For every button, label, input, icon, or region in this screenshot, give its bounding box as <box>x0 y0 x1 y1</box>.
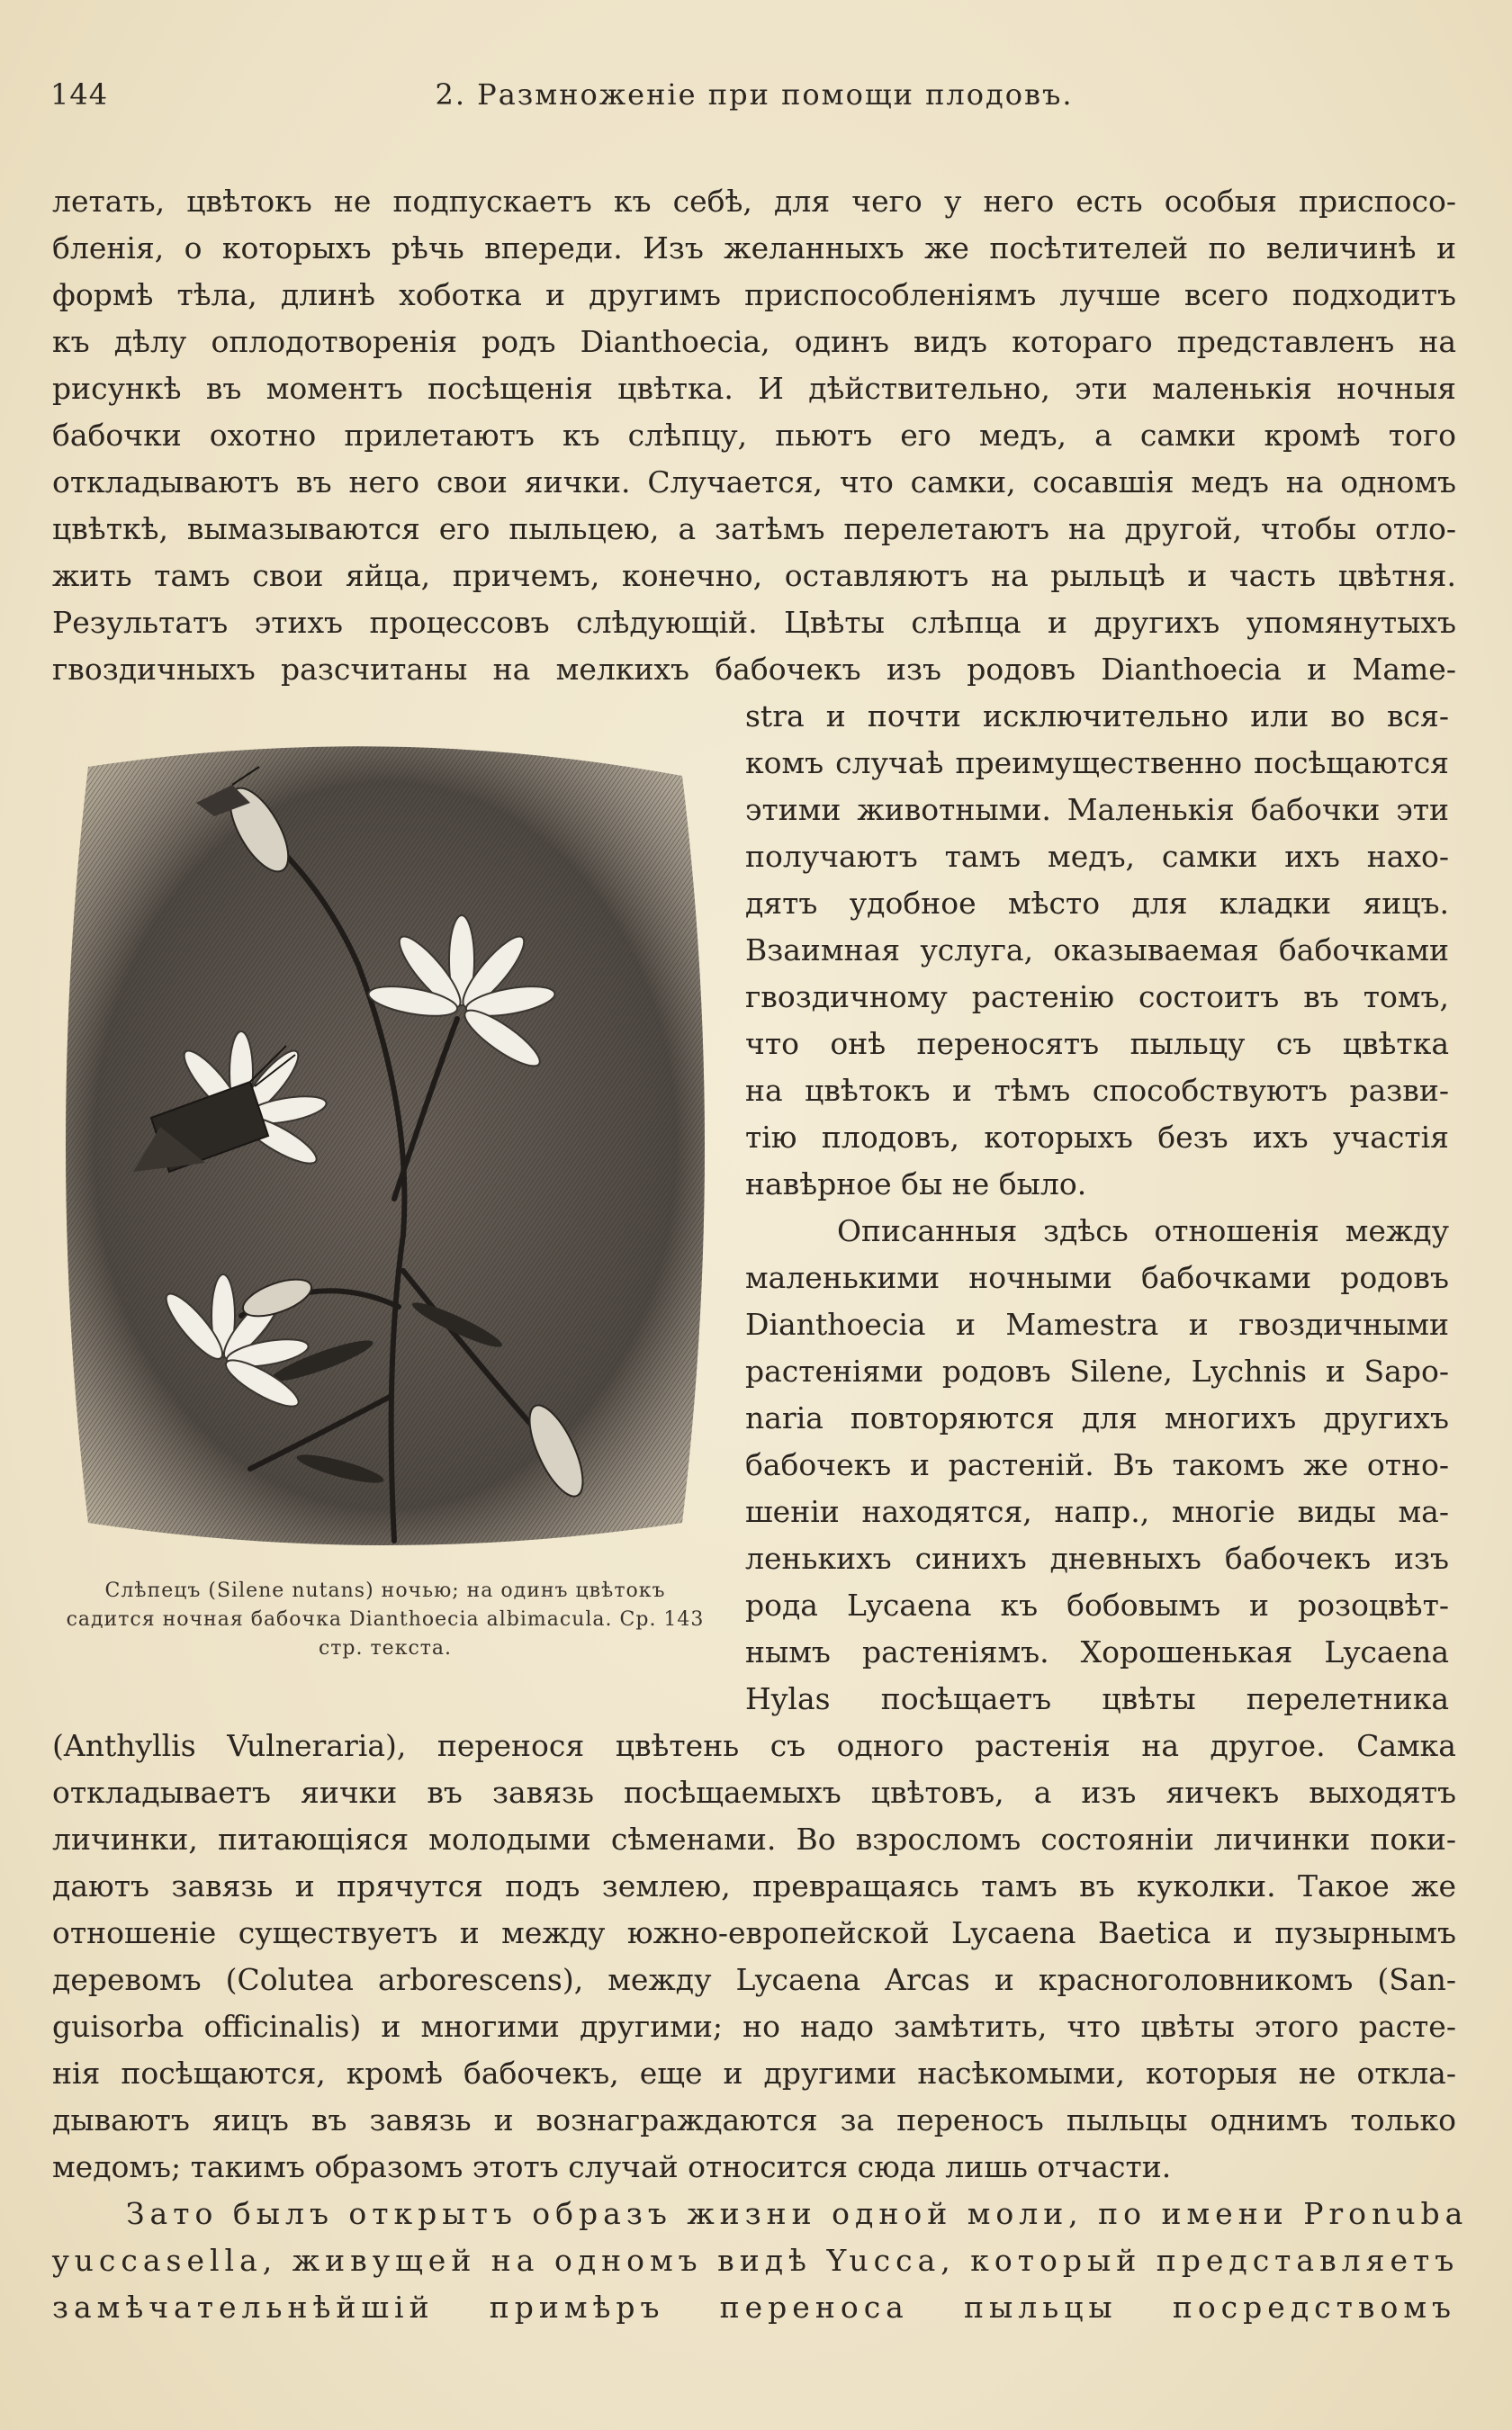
caption-line: садится ночная бабочка Dianthoecia albimacula. Ср. 143 <box>66 1608 705 1631</box>
text-line: гвоздичныхъ разсчитаны на мелкихъ бабочекъ изъ родовъ Dianthoecia и Mame- <box>52 652 1456 687</box>
text-line: stra и почти исключительно или во вся- <box>745 698 1449 734</box>
text-line: личинки, питающіяся молодыми сѣменами. Во взросломъ состояніи личинки поки- <box>52 1822 1456 1857</box>
text-line: тію плодовъ, которыхъ безъ ихъ участія <box>745 1120 1449 1155</box>
text-line: Описанныя здѣсь отношенія между <box>837 1213 1449 1248</box>
text-line: летать, цвѣтокъ не подпускаетъ къ себѣ, для чего у него есть особыя приспосо- <box>52 184 1456 219</box>
text-line: Взаимная услуга, оказываемая бабочками <box>745 932 1449 968</box>
text-line: что онѣ переносятъ пыльцу съ цвѣтка <box>745 1026 1449 1061</box>
text-line: деревомъ (Colutea arborescens), между Lycaena Arcas и красноголовникомъ (San- <box>52 1962 1456 1997</box>
text-line: къ дѣлу оплодотворенія родъ Dianthoecia, одинъ видъ котораго представленъ на <box>52 324 1456 359</box>
text-line: жить тамъ свои яйца, причемъ, конечно, оставляютъ на рыльцѣ и часть цвѣтня. <box>52 558 1456 593</box>
text-line: бабочекъ и растеній. Въ такомъ же отно- <box>745 1447 1449 1482</box>
text-line: получаютъ тамъ медъ, самки ихъ нахо- <box>745 839 1449 874</box>
running-title: 2. Размноженіе при помощи плодовъ. <box>435 77 1074 112</box>
text-line: Hylas посѣщаетъ цвѣты перелетника <box>745 1681 1449 1716</box>
text-line: замѣчательнѣйшій примѣръ переноса пыльцы посредствомъ <box>52 2290 1456 2325</box>
engraving-figure <box>52 731 718 1557</box>
text-line: цвѣткѣ, вымазываются его пыльцею, а затѣмъ перелетаютъ на другой, чтобы отло- <box>52 511 1456 546</box>
text-line: навѣрное бы не было. <box>745 1166 1087 1202</box>
text-line: yuccasella, живущей на одномъ видѣ Yucca, который представляетъ <box>52 2243 1460 2278</box>
text-line: бленія, о которыхъ рѣчь впереди. Изъ желанныхъ же посѣтителей по величинѣ и <box>52 230 1456 266</box>
text-line: растеніями родовъ Silene, Lychnis и Sapo- <box>745 1354 1449 1389</box>
text-line: откладываетъ яички въ завязь посѣщаемыхъ цвѣтовъ, а изъ яичекъ выходятъ <box>52 1775 1456 1810</box>
text-line: рисункѣ въ моментъ посѣщенія цвѣтка. И дѣйствительно, эти маленькія ночныя <box>52 371 1456 406</box>
caption-line: Слѣпецъ (Silene nutans) ночью; на одинъ цвѣтокъ <box>104 1580 666 1602</box>
text-line: нія посѣщаются, кромѣ бабочекъ, еще и другими насѣкомыми, которыя не откла- <box>52 2056 1456 2091</box>
text-line: дываютъ яицъ въ завязь и вознаграждаются за переносъ пыльцы однимъ только <box>52 2102 1456 2138</box>
text-line: guisorba officinalis) и многими другими; но надо замѣтить, что цвѣты этого расте- <box>52 2009 1456 2044</box>
page-number: 144 <box>50 77 109 112</box>
text-line: отношеніе существуетъ и между южно-европейской Lycaena Baetica и пузырнымъ <box>52 1915 1456 1950</box>
text-line: бабочки охотно прилетаютъ къ слѣпцу, пьютъ его медъ, а самки кромѣ того <box>52 418 1456 453</box>
text-line: формѣ тѣла, длинѣ хоботка и другимъ приспособленіямъ лучше всего подходитъ <box>52 277 1456 312</box>
page-header <box>50 77 1458 122</box>
text-line: дятъ удобное мѣсто для кладки яицъ. <box>745 886 1449 921</box>
text-line: этими животными. Маленькія бабочки эти <box>745 792 1449 827</box>
text-line: шеніи находятся, напр., многіе виды ма- <box>745 1494 1449 1529</box>
text-line: маленькими ночными бабочками родовъ <box>745 1260 1449 1295</box>
text-line: на цвѣтокъ и тѣмъ способствуютъ разви- <box>745 1073 1449 1108</box>
text-line: даютъ завязь и прячутся подъ землею, превращаясь тамъ въ куколки. Такое же <box>52 1868 1456 1904</box>
text-line: рода Lycaena къ бобовымъ и розоцвѣт- <box>745 1588 1449 1623</box>
text-line: (Anthyllis Vulneraria), перенося цвѣтень съ одного растенія на другое. Самка <box>52 1728 1456 1763</box>
silene-moth-illustration <box>52 731 718 1557</box>
text-line: Результатъ этихъ процессовъ слѣдующій. Цвѣты слѣпца и другихъ упомянутыхъ <box>52 605 1456 640</box>
text-line: ленькихъ синихъ дневныхъ бабочекъ изъ <box>745 1541 1449 1576</box>
caption-line: стр. текста. <box>318 1637 453 1660</box>
text-line: медомъ; такимъ образомъ этотъ случай относится сюда лишь отчасти. <box>52 2149 1172 2184</box>
text-line: нымъ растеніямъ. Хорошенькая Lycaena <box>745 1634 1449 1670</box>
text-line: Dianthoecia и Mamestra и гвоздичными <box>745 1307 1449 1342</box>
text-line: откладываютъ въ него свои яички. Случается, что самки, сосавшія медъ на одномъ <box>52 464 1456 500</box>
text-line: Зато былъ открытъ образъ жизни одной моли, по имени Pronuba <box>126 2196 1469 2231</box>
text-line: гвоздичному растенію состоитъ въ томъ, <box>745 979 1449 1014</box>
figure-caption <box>52 1577 718 1663</box>
text-line: комъ случаѣ преимущественно посѣщаются <box>745 745 1449 780</box>
text-line: naria повторяются для многихъ другихъ <box>745 1400 1449 1436</box>
